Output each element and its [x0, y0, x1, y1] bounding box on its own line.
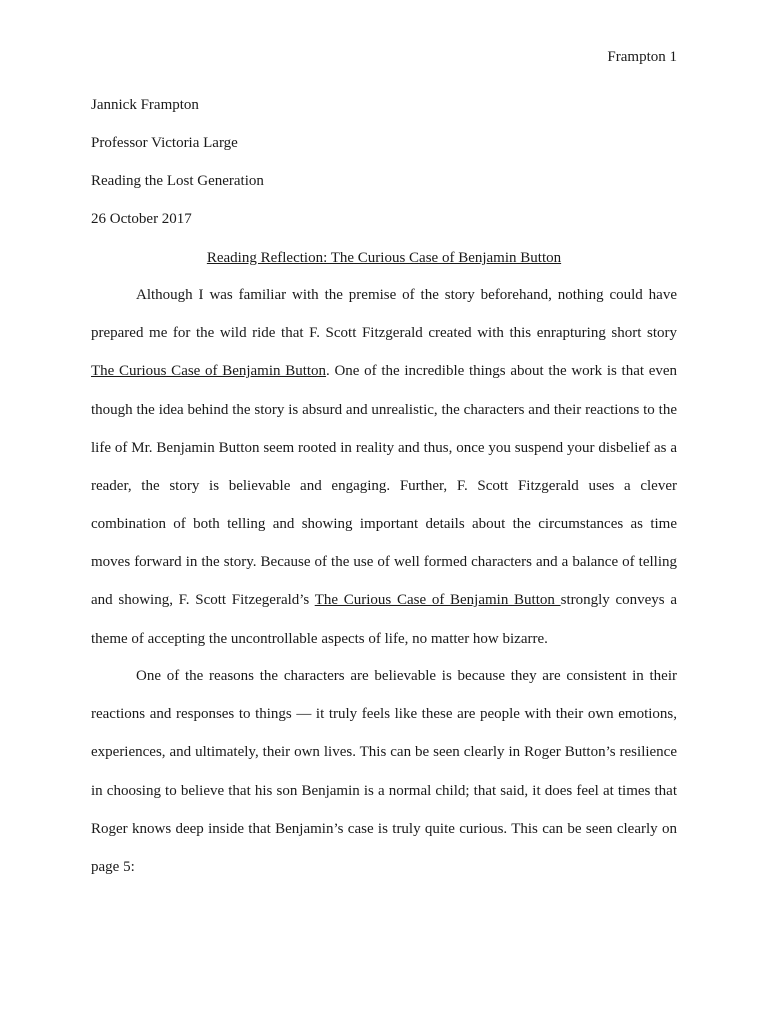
paragraph-1-line-7: combination of both telling and showing important details about the circumstances as time — [91, 516, 677, 532]
work-title: The Curious Case of Benjamin Button — [91, 363, 327, 379]
paragraph-1-line-6: reader, the story is believable and engaging. Further, F. Scott Fitzgerald uses a clever — [91, 478, 677, 494]
paragraph-1-line-4: though the idea behind the story is absurd and unrealistic, the characters and their reactions to the — [91, 402, 677, 418]
paragraph-1-line-3 — [91, 361, 677, 381]
paragraph-1-line-1: Although I was familiar with the premise of the story beforehand, nothing could have — [136, 287, 677, 303]
paragraph-1-line-9-end: strongly conveys a — [560, 592, 678, 608]
author-name: Jannick Frampton — [91, 97, 199, 113]
paragraph-1-line-9 — [91, 590, 677, 610]
essay-title — [0, 248, 768, 268]
date-line: 26 October 2017 — [91, 211, 192, 227]
paragraph-2-line-1: One of the reasons the characters are believable is because they are consistent in their — [136, 668, 677, 684]
paragraph-1-line-3-rest: . One of the incredible things about the work is that even — [326, 363, 678, 379]
page-header: Frampton 1 — [607, 49, 677, 65]
essay-title-text: Reading Reflection: The Curious Case of Benjamin Button — [206, 250, 562, 266]
paragraph-1-line-5: life of Mr. Benjamin Button seem rooted in reality and thus, once you suspend your disbelief as a — [91, 440, 677, 456]
work-title-2: The Curious Case of Benjamin Button — [314, 592, 561, 608]
paragraph-1-line-9-start: and showing, F. Scott Fitzegerald’s — [91, 592, 315, 608]
paragraph-1-line-8: moves forward in the story. Because of the use of well formed characters and a balance of telling — [91, 554, 677, 570]
course-name: Reading the Lost Generation — [91, 173, 264, 189]
paragraph-1-line-2: prepared me for the wild ride that F. Scott Fitzgerald created with this enrapturing short story — [91, 325, 677, 341]
paragraph-2-line-4: in choosing to believe that his son Benjamin is a normal child; that said, it does feel at times that — [91, 783, 677, 799]
paragraph-1-line-10: theme of accepting the uncontrollable aspects of life, no matter how bizarre. — [91, 631, 548, 647]
paragraph-2-line-2: reactions and responses to things — it truly feels like these are people with their own emotions, — [91, 706, 677, 722]
professor-name: Professor Victoria Large — [91, 135, 238, 151]
paragraph-2-line-3: experiences, and ultimately, their own lives. This can be seen clearly in Roger Button’s resilience — [91, 744, 677, 760]
paragraph-2-line-6: page 5: — [91, 859, 135, 875]
paragraph-2-line-5: Roger knows deep inside that Benjamin’s case is truly quite curious. This can be seen clearly on — [91, 821, 677, 837]
